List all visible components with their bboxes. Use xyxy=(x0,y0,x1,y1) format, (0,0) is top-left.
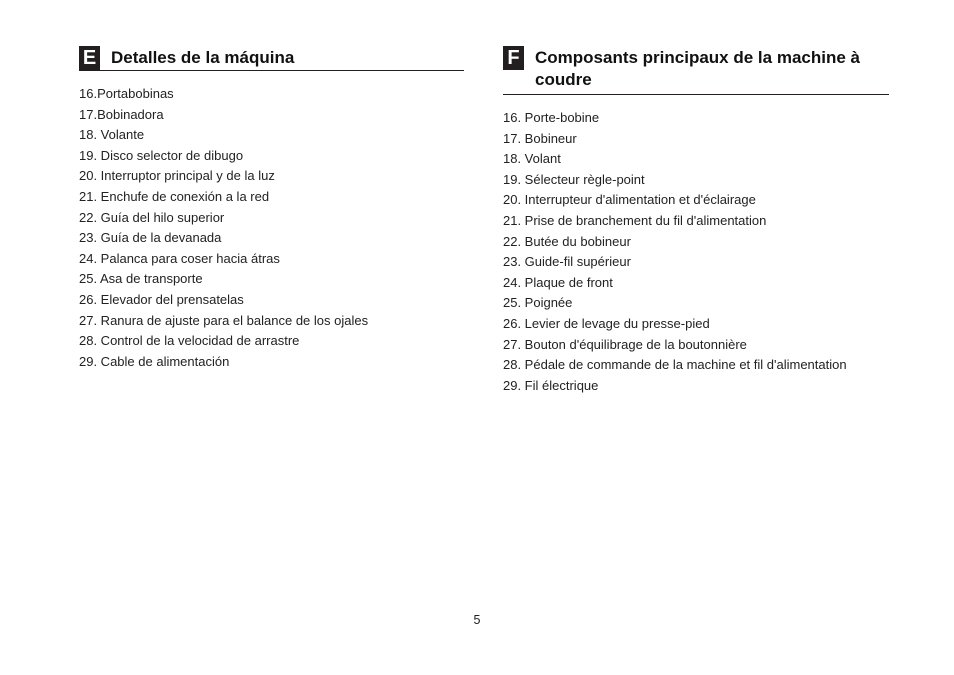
list-item: 25. Asa de transporte xyxy=(79,271,203,287)
parts-list xyxy=(503,108,889,396)
section-title: Detalles de la máquina xyxy=(111,48,295,67)
list-item: 23. Guía de la devanada xyxy=(79,230,222,246)
list-item: 29. Fil électrique xyxy=(503,377,599,393)
parts-list xyxy=(79,84,464,372)
list-item: 27. Bouton d'équilibrage de la boutonnière xyxy=(503,336,747,352)
section-heading xyxy=(503,45,889,91)
list-item: 21. Prise de branchement du fil d'alimentation xyxy=(503,212,767,228)
list-item: 19. Sélecteur règle-point xyxy=(503,171,645,187)
language-badge-e: E xyxy=(79,46,100,70)
list-item: 17. Bobineur xyxy=(503,130,577,146)
list-item: 26. Elevador del prensatelas xyxy=(79,291,244,307)
section-title: Composants principaux de la machine à coudre xyxy=(535,48,860,89)
section-heading xyxy=(79,45,464,70)
list-item: 21. Enchufe de conexión a la red xyxy=(79,188,270,204)
page-number: 5 xyxy=(473,613,481,627)
section-spanish xyxy=(79,45,464,372)
list-item: 27. Ranura de ajuste para el balance de los ojales xyxy=(79,312,369,328)
list-item: 22. Guía del hilo superior xyxy=(79,209,225,225)
list-item: 19. Disco selector de dibugo xyxy=(79,147,244,163)
list-item: 28. Control de la velocidad de arrastre xyxy=(79,333,300,349)
list-item: 25. Poignée xyxy=(503,295,573,311)
list-item: 16. Porte-bobine xyxy=(503,110,600,125)
list-item: 17.Bobinadora xyxy=(79,106,164,122)
heading-rule xyxy=(503,94,889,95)
list-item: 18. Volante xyxy=(79,127,145,143)
language-badge-f: F xyxy=(503,46,524,70)
list-item: 22. Butée du bobineur xyxy=(503,233,631,249)
list-item: 29. Cable de alimentación xyxy=(79,353,230,369)
list-item: 24. Palanca para coser hacia átras xyxy=(79,250,280,266)
heading-rule xyxy=(79,70,464,71)
list-item: 20. Interrupteur d'alimentation et d'éclairage xyxy=(503,192,756,208)
list-item: 18. Volant xyxy=(503,151,561,167)
list-item: 23. Guide-fil supérieur xyxy=(503,254,631,270)
list-item: 26. Levier de levage du presse-pied xyxy=(503,315,710,331)
list-item: 28. Pédale de commande de la machine et fil d'alimentation xyxy=(503,357,847,373)
list-item: 20. Interruptor principal y de la luz xyxy=(79,168,275,184)
list-item: 24. Plaque de front xyxy=(503,274,613,290)
section-french xyxy=(503,45,889,396)
list-item: 16.Portabobinas xyxy=(79,86,174,101)
